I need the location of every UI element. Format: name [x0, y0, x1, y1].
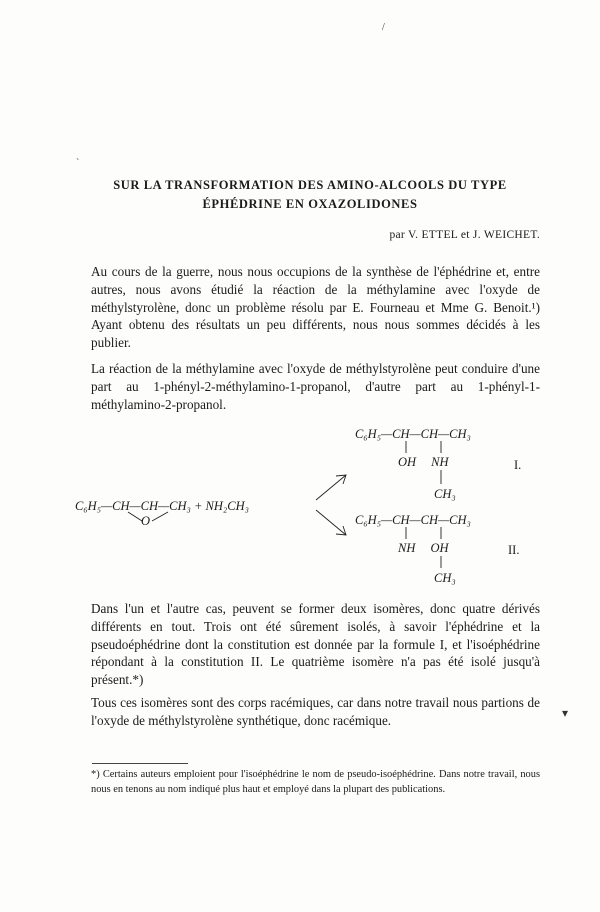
margin-mark: ▾ — [562, 706, 569, 720]
reactant-epoxide-oxygen: O — [141, 514, 151, 528]
epoxide-bond-left — [128, 512, 142, 521]
reactant-formula: C₆H₅—CH—CH—CH₃ + NH₂CH₃ — [75, 499, 249, 513]
paragraph-3 — [91, 600, 540, 689]
arrow-to-product-2 — [316, 510, 346, 535]
product-1-chain: C₆H₅—CH—CH—CH₃ — [355, 427, 471, 441]
article-title-line-2: ÉPHÉDRINE EN OXAZOLIDONES — [202, 197, 418, 211]
epoxide-bond-right — [152, 512, 168, 521]
paragraph-2-text: La réaction de la méthylamine avec l'oxyde de méthylstyrolène peut conduire d'une part au 1-phényl-2-méthylamino-1-propanol, d'autre part au 1-phényl-1-méthylamino-2-propanol. — [91, 361, 540, 412]
footnote: *) Certains auteurs emploient pour l'isoéphédrine le nom de pseudo-isoéphédrine. Dans notre travail, nous nous en tenons au nom indiqué plus haut et employé dans la plupart des publications. — [91, 769, 540, 795]
paragraph-3-text: Dans l'un et l'autre cas, peuvent se former deux isomères, donc quatre dérivés différents en tout. Trois ont été sûrement isolés, à savoir l'éphédrine et la pseudoéphédrine dont la constitution est donnée par la formule I, et l'isoéphédrine répondant à la constitution II. Le quatrième isomère n'a pas été isolé jusqu'à présent.*) — [91, 601, 540, 688]
paragraph-4 — [91, 694, 540, 730]
product-2-chain: C₆H₅—CH—CH—CH₃ — [355, 513, 471, 527]
article-authors: par V. ETTEL et J. WEICHET. — [389, 229, 540, 241]
arrow-to-product-1 — [316, 475, 346, 500]
article-title-line-1: SUR LA TRANSFORMATION DES AMINO-ALCOOLS DU TYPE — [113, 178, 507, 192]
product-1-methyl: CH₃ — [434, 487, 456, 501]
product-2-substituents: NH OH — [398, 541, 449, 555]
product-2-methyl: CH₃ — [434, 571, 456, 585]
paragraph-4-text: Tous ces isomères sont des corps racémiques, car dans notre travail nous partions de l'oxyde de méthylstyrolène synthétique, donc racémique. — [91, 695, 540, 728]
paragraph-1-text: Au cours de la guerre, nous nous occupions de la synthèse de l'éphédrine et, entre autres, nous avons étudié la réaction de la méthylamine avec l'oxyde de méthylstyrolène, donc un problème résolu par E. Fourneau et Mme G. Benoit.¹) Ayant obtenu des résultats un peu différents, nous nous sommes décidés à les publier. — [91, 264, 540, 351]
formula-label-2: II. — [508, 543, 520, 557]
formula-label-1: I. — [514, 458, 522, 472]
corner-mark: / — [382, 22, 385, 33]
product-1-substituents: OH NH — [398, 455, 449, 469]
footnote-separator — [92, 763, 188, 764]
margin-tick: ` — [76, 158, 80, 169]
